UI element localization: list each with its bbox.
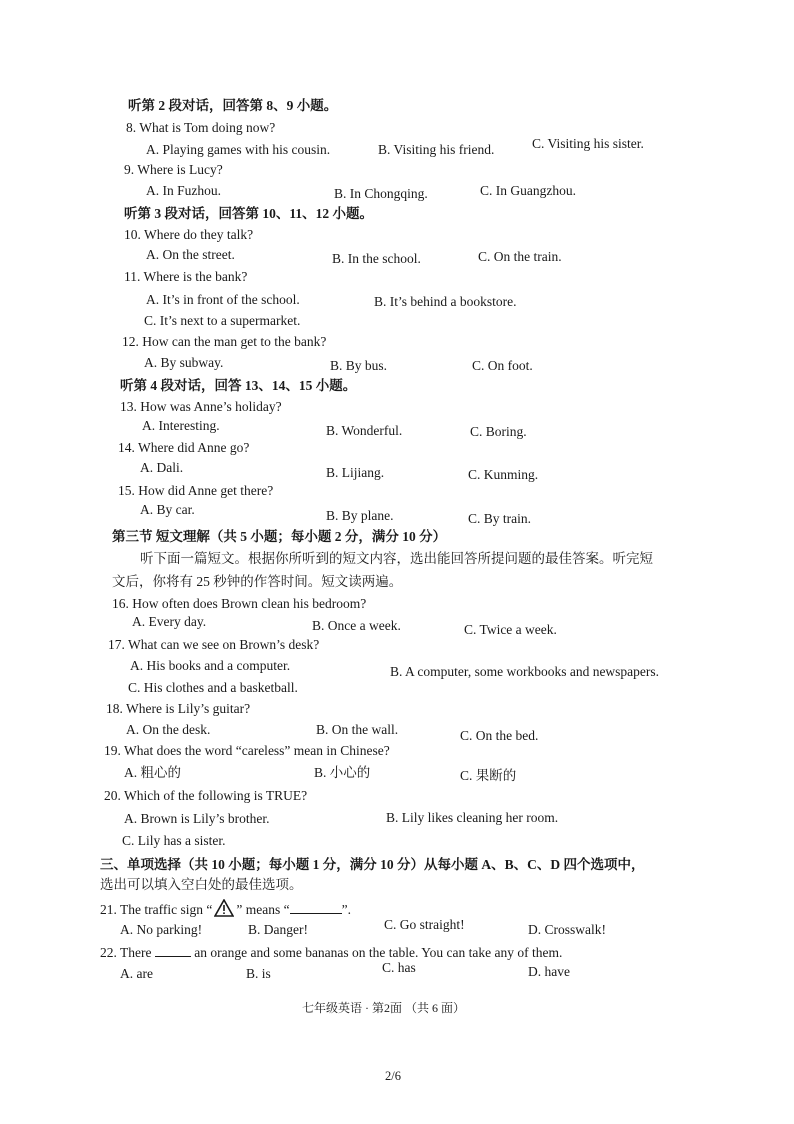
q8-option-b: B. Visiting his friend.: [378, 142, 495, 157]
q17-option-c: C. His clothes and a basketball.: [128, 680, 298, 695]
q11-stem: 11. Where is the bank?: [124, 269, 248, 284]
q8-stem: 8. What is Tom doing now?: [126, 120, 276, 135]
q14-option-b: B. Lijiang.: [326, 465, 385, 480]
q11-option-c: C. It’s next to a supermarket.: [144, 313, 301, 328]
page-number: 2/6: [385, 1069, 401, 1083]
q21-option-a: A. No parking!: [120, 922, 203, 937]
q15-option-c: C. By train.: [468, 511, 531, 526]
q10-option-a: A. On the street.: [146, 247, 235, 262]
q18-stem: 18. Where is Lily’s guitar?: [106, 701, 251, 716]
q16-option-c: C. Twice a week.: [464, 622, 557, 637]
q14-option-c: C. Kunming.: [468, 467, 539, 482]
q12-option-a: A. By subway.: [144, 355, 224, 370]
part3-instructions-line2: 文后，你将有 25 秒钟的作答时间。短文读两遍。: [112, 574, 403, 589]
q15-option-b: B. By plane.: [326, 508, 394, 523]
section2-intro: 听第 2 段对话，回答第 8、9 小题。: [128, 98, 338, 113]
q20-option-c: C. Lily has a sister.: [122, 833, 226, 848]
q22-option-b: B. is: [246, 966, 271, 981]
q16-stem: 16. How often does Brown clean his bedroom?: [112, 596, 367, 611]
q22-option-c: C. has: [382, 960, 416, 975]
q17-stem: 17. What can we see on Brown’s desk?: [108, 637, 320, 652]
q19-option-a: A. 粗心的: [124, 765, 181, 780]
part3-heading: 第三节 短文理解（共 5 小题；每小题 2 分，满分 10 分）: [112, 529, 447, 544]
q20-option-a: A. Brown is Lily’s brother.: [124, 811, 270, 826]
warning-triangle-icon: [214, 899, 234, 917]
part-three-heading-line2: 选出可以填入空白处的最佳选项。: [100, 877, 303, 892]
q11-option-b: B. It’s behind a bookstore.: [374, 294, 517, 309]
q13-option-b: B. Wonderful.: [326, 423, 403, 438]
q19-option-b: B. 小心的: [314, 765, 371, 780]
q22-option-d: D. have: [528, 964, 570, 979]
q13-option-a: A. Interesting.: [142, 418, 220, 433]
q14-stem: 14. Where did Anne go?: [118, 440, 250, 455]
q18-option-a: A. On the desk.: [126, 722, 211, 737]
q13-option-c: C. Boring.: [470, 424, 527, 439]
q22-answer-blank: [155, 944, 191, 957]
q10-option-c: C. On the train.: [478, 249, 562, 264]
q14-option-a: A. Dali.: [140, 460, 184, 475]
q13-stem: 13. How was Anne’s holiday?: [120, 399, 282, 414]
q18-option-c: C. On the bed.: [460, 728, 539, 743]
q21-answer-blank: [290, 901, 342, 914]
q21-option-c: C. Go straight!: [384, 917, 465, 932]
q21-stem: [100, 899, 351, 918]
q21-option-d: D. Crosswalk!: [528, 922, 606, 937]
q9-option-b: B. In Chongqing.: [334, 186, 428, 201]
q11-option-a: A. It’s in front of the school.: [146, 292, 300, 307]
q19-stem: 19. What does the word “careless” mean in Chinese?: [104, 743, 390, 758]
section4-intro: 听第 4 段对话，回答 13、14、15 小题。: [120, 378, 357, 393]
part3-instructions-line1: 听下面一篇短文。根据你所听到的短文内容，选出能回答所提问题的最佳答案。听完短: [140, 551, 653, 566]
section3-intro: 听第 3 段对话，回答第 10、11、12 小题。: [124, 206, 374, 221]
q18-option-b: B. On the wall.: [316, 722, 399, 737]
q16-option-b: B. Once a week.: [312, 618, 401, 633]
q20-stem: 20. Which of the following is TRUE?: [104, 788, 308, 803]
q16-option-a: A. Every day.: [132, 614, 207, 629]
q21-stem-post: ”.: [341, 902, 351, 917]
q12-option-b: B. By bus.: [330, 358, 388, 373]
q12-stem: 12. How can the man get to the bank?: [122, 334, 327, 349]
q22-stem-pre: 22. There: [100, 945, 152, 960]
q22-option-a: A. are: [120, 966, 153, 981]
q17-option-a: A. His books and a computer.: [130, 658, 291, 673]
q21-stem-pre: 21. The traffic sign “: [100, 902, 213, 917]
q9-stem: 9. Where is Lucy?: [124, 162, 223, 177]
q22-stem-post: an orange and some bananas on the table. You can take any of them.: [194, 945, 563, 960]
q9-option-a: A. In Fuzhou.: [146, 183, 221, 198]
q21-option-b: B. Danger!: [248, 922, 308, 937]
q9-option-c: C. In Guangzhou.: [480, 183, 576, 198]
q15-option-a: A. By car.: [140, 502, 195, 517]
q22-stem: [100, 944, 562, 961]
q8-option-c: C. Visiting his sister.: [532, 136, 644, 151]
q19-option-c: C. 果断的: [460, 768, 517, 783]
page-footer: 七年级英语 · 第2面 （共 6 面）: [302, 1001, 465, 1015]
q12-option-c: C. On foot.: [472, 358, 533, 373]
part-three-heading-line1: 三、单项选择（共 10 小题；每小题 1 分，满分 10 分）从每小题 A、B、C、D 四个选项中，: [100, 857, 645, 872]
q8-option-a: A. Playing games with his cousin.: [146, 142, 331, 157]
q20-option-b: B. Lily likes cleaning her room.: [386, 810, 559, 825]
q10-option-b: B. In the school.: [332, 251, 421, 266]
q21-stem-mid: ” means “: [236, 902, 290, 917]
q10-stem: 10. Where do they talk?: [124, 227, 254, 242]
q15-stem: 15. How did Anne get there?: [118, 483, 274, 498]
q17-option-b: B. A computer, some workbooks and newspapers.: [390, 664, 660, 679]
